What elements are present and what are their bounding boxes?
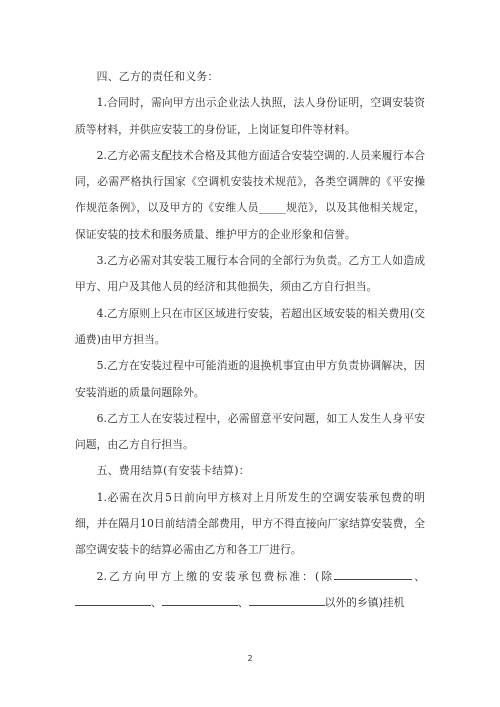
clause-4-6: 6.乙方工人在安装过程中，必需留意平安问题，如工人发生人身平安问题，由乙方自行担当。 — [75, 411, 425, 452]
clause-4-3: 3.乙方必需对其安装工履行本合同的全部行为负责。乙方工人如造成甲方、用户及其他人员的经济和其他损失，须由乙方自行担当。 — [75, 254, 425, 294]
separator: 、 — [237, 595, 249, 609]
clause-4-2: 2.乙方必需支配技术合格及其他方面适合安装空调的.人员来履行本合同，必需严格执行国家《空调机安装技术规范》，各类空调牌的《平安操作规范条例》，以及甲方的《安维人员_____规范》，以及其他相关规定，保证安装的技术和服务质量、维护甲方的企业形象和信誉。 — [75, 148, 425, 241]
section-heading-responsibilities: 四、乙方的责任和义务： — [96, 70, 219, 83]
section-heading-fee-settlement: 五、费用结算(有安装卡结算)： — [96, 464, 250, 478]
separator: 、 — [412, 569, 425, 583]
clause-5-2 — [75, 564, 425, 617]
clause-4-4: 4.乙方原则上只在市区区域进行安装，若超出区域安装的相关费用(交通费)由甲方担当。 — [75, 306, 425, 346]
clause-5-2-text: 2.乙方向甲方上缴的安装承包费标准：(除 — [96, 569, 335, 583]
fill-in-blank — [75, 594, 151, 606]
clause-5-2-text-end: 以外的乡镇)挂机 — [324, 595, 405, 609]
document-body — [75, 64, 425, 616]
clause-4-1: 1.合同时，需向甲方出示企业法人执照，法人身份证明，空调安装资质等材料，并供应安装工的身份证，上岗证复印件等材料。 — [75, 96, 425, 136]
fill-in-blank — [162, 594, 238, 606]
separator: 、 — [151, 595, 162, 609]
fill-in-blank — [249, 594, 325, 606]
clause-4-5: 5.乙方在安装过程中可能消逝的退换机事宜由甲方负责协调解决，因安装消逝的质量问题除外。 — [75, 359, 425, 399]
fill-in-blank — [334, 568, 412, 580]
page-number: 2 — [247, 654, 253, 663]
clause-5-1: 1.必需在次月5日前向甲方核对上月所发生的空调安装承包费的明细，并在隔月10日前结清全部费用，甲方不得直接向厂家结算安装费，全部空调安装卡的结算必需由乙方和各工厂进行。 — [75, 490, 425, 557]
